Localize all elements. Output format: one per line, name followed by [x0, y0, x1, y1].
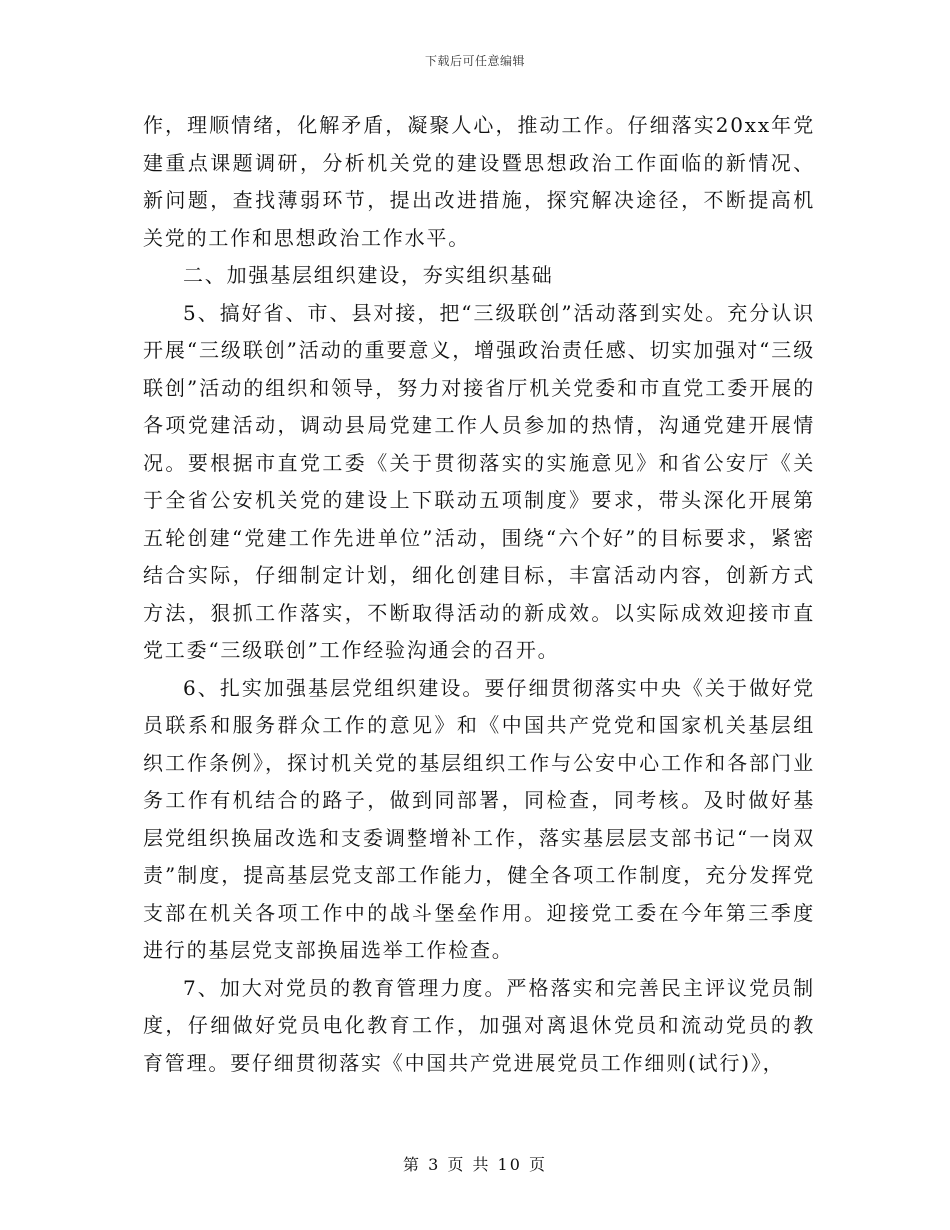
page-header-note: 下载后可任意编辑 — [424, 54, 525, 68]
paragraph-item-5: 5、搞好省、市、县对接，把“三级联创”活动落到实处。充分认识开展“三级联创”活动的重要意义，增强政治责任感、切实加强对“三级联创”活动的组织和领导，努力对接省厅机关党委和市直党工委开展的各项党建活动，调动县局党建工作人员参加的热情，沟通党建开展情况。要根据市直党工委《关于贯彻落实的实施意见》和省公安厅《关于全省公安机关党的建设上下联动五项制度》要求，带头深化开展第五轮创建“党建工作先进单位”活动，围绕“六个好”的目标要求，紧密结合实际，仔细制定计划，细化创建目标，丰富活动内容，创新方式方法，狠抓工作落实，不断取得活动的新成效。以实际成效迎接市直党工委“三级联创”工作经验沟通会的召开。 — [143, 300, 815, 662]
paragraph-item-7: 7、加大对党员的教育管理力度。严格落实和完善民主评议党员制度，仔细做好党员电化教育工作，加强对离退休党员和流动党员的教育管理。要仔细贯彻落实《中国共产党进展党员工作细则(试行)》， — [143, 975, 815, 1075]
section-heading: 二、加强基层组织建设，夯实组织基础 — [183, 263, 554, 287]
document-body — [143, 107, 815, 1082]
paragraph-continuation: 作，理顺情绪，化解矛盾，凝聚人心，推动工作。仔细落实20xx年党建重点课题调研，分析机关党的建设暨思想政治工作面临的新情况、新问题，查找薄弱环节，提出改进措施，探究解决途径，不断提高机关党的工作和思想政治工作水平。 — [143, 113, 815, 250]
paragraph-item-6: 6、扎实加强基层党组织建设。要仔细贯彻落实中央《关于做好党员联系和服务群众工作的意见》和《中国共产党党和国家机关基层组织工作条例》，探讨机关党的基层组织工作与公安中心工作和各部门业务工作有机结合的路子，做到同部署，同检查，同考核。及时做好基层党组织换届改选和支委调整增补工作，落实基层层支部书记“一岗双责”制度，提高基层党支部工作能力，健全各项工作制度，充分发挥党支部在机关各项工作中的战斗堡垒作用。迎接党工委在今年第三季度进行的基层党支部换届选举工作检查。 — [143, 675, 815, 962]
page-number-footer: 第 3 页 共 10 页 — [403, 1155, 547, 1174]
